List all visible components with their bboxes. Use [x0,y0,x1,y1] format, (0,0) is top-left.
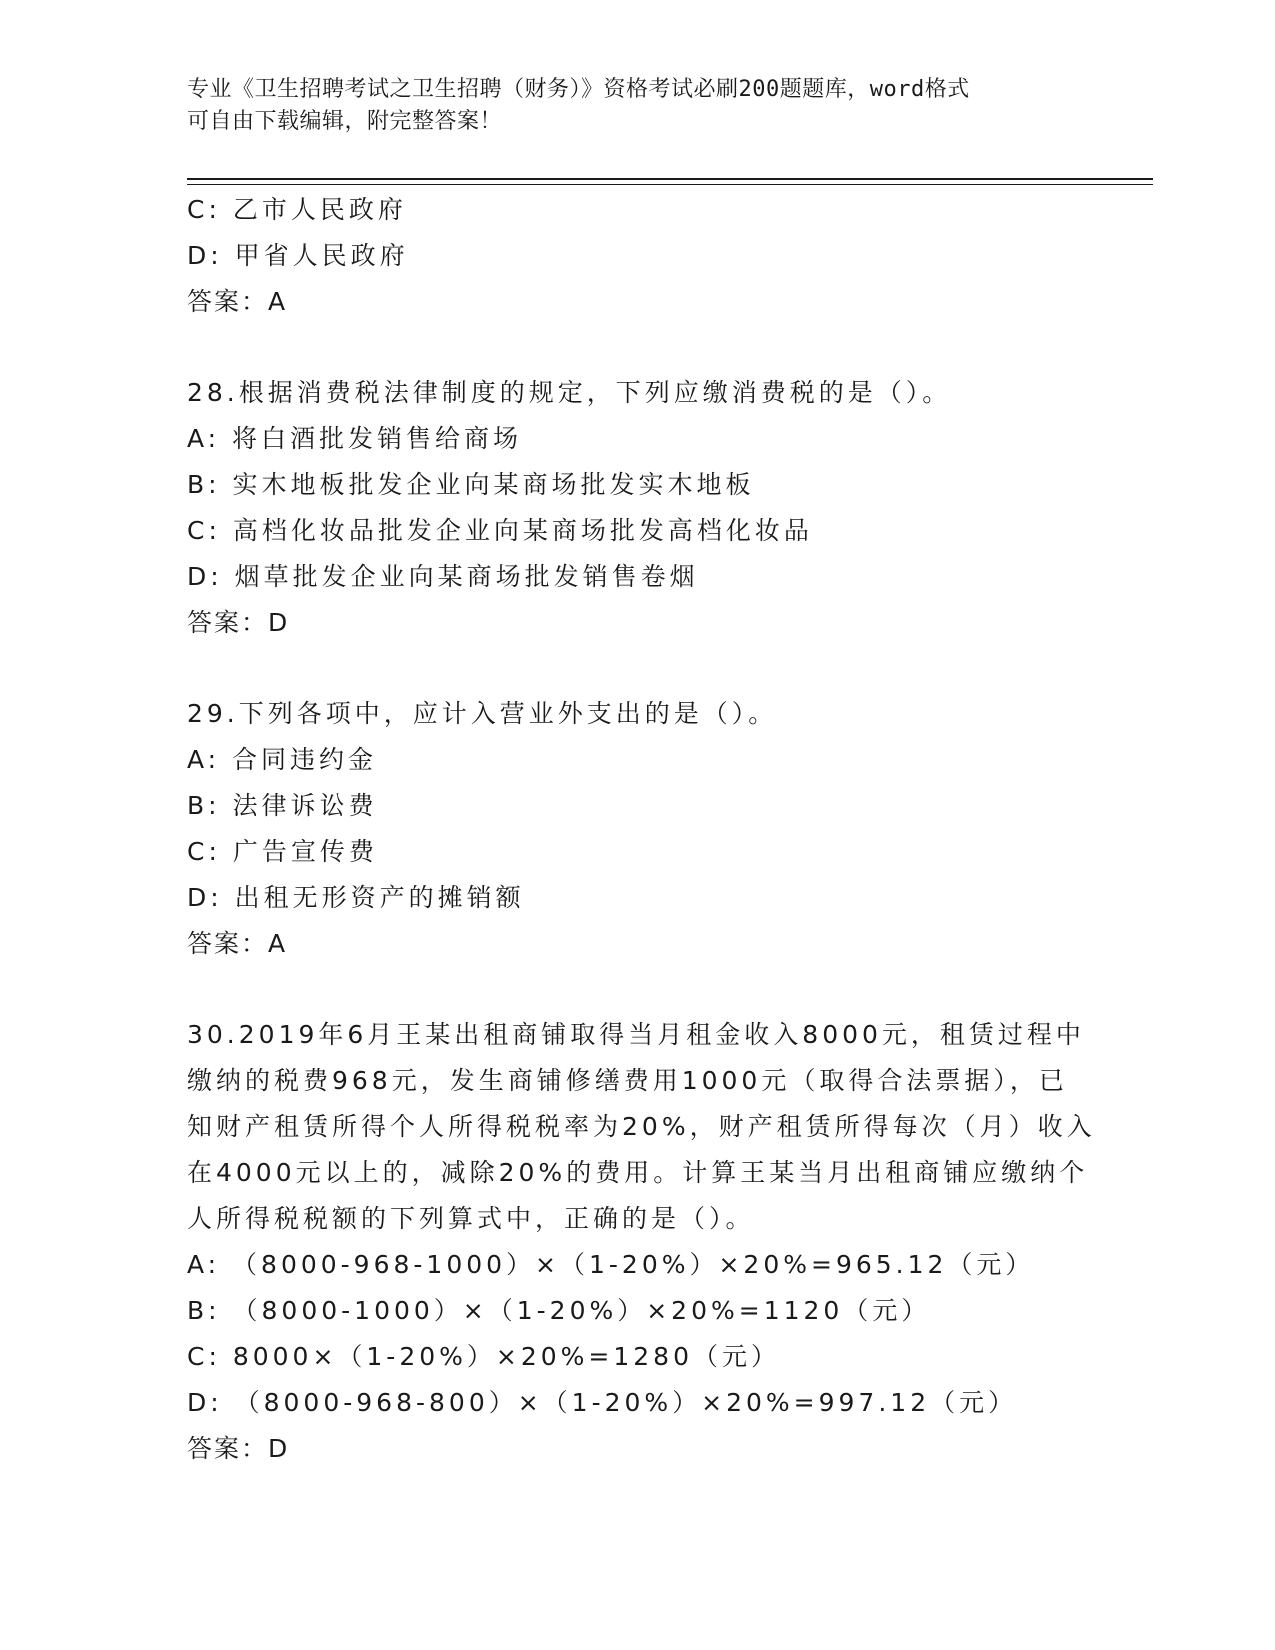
option-d: D: 出租无形资产的摊销额 [187,883,525,912]
option-b: B: 法律诉讼费 [187,791,378,820]
option-b: B: 实木地板批发企业向某商场批发实木地板 [187,470,755,499]
spacer [187,967,1087,1012]
answer-line: 答案：A [187,287,288,316]
question-stem-line-3: 知财产租赁所得个人所得税税率为20%，财产租赁所得每次（月）收入 [187,1112,1096,1141]
spacer [187,325,1087,370]
question-stem-line-4: 在4000元以上的，减除20%的费用。计算王某当月出租商铺应缴纳个 [187,1158,1089,1187]
header-line-2: 可自由下载编辑，附完整答案！ [187,109,503,134]
option-d: D: 甲省人民政府 [187,241,409,270]
document-body [187,187,1096,1472]
header-line-1: 专业《卫生招聘考试之卫生招聘（财务）》资格考试必刷200题题库，word格式 [187,77,970,102]
answer-line: 答案：D [187,1434,290,1463]
question-29 [187,691,1087,967]
question-stem-line-5: 人所得税税额的下列算式中，正确的是（）。 [187,1204,755,1233]
document-header [187,74,1087,138]
question-28 [187,370,1087,646]
option-c: C: 乙市人民政府 [187,195,407,224]
question-stem: 28.根据消费税法律制度的规定，下列应缴消费税的是（）。 [187,378,952,407]
header-divider-thin [187,184,1153,185]
question-30 [187,1012,1096,1472]
option-c: C: 广告宣传费 [187,837,378,866]
question-stem-line-2: 缴纳的税费968元，发生商铺修缮费用1000元（取得合法票据），已 [187,1066,1068,1095]
answer-line: 答案：D [187,608,290,637]
option-d: D: （8000-968-800）×（1-20%）×20%=997.12（元） [187,1388,1018,1417]
option-a: A: 将白酒批发销售给商场 [187,424,523,453]
spacer [187,646,1087,691]
answer-line: 答案：A [187,929,288,958]
question-stem: 29.下列各项中，应计入营业外支出的是（）。 [187,699,778,728]
option-a: A: （8000-968-1000）×（1-20%）×20%=965.12（元） [187,1250,1035,1279]
option-c: C: 高档化妆品批发企业向某商场批发高档化妆品 [187,516,813,545]
option-b: B: （8000-1000）×（1-20%）×20%=1120（元） [187,1296,931,1325]
option-c: C: 8000×（1-20%）×20%=1280（元） [187,1342,780,1371]
question-27-continuation [187,187,1087,325]
option-a: A: 合同违约金 [187,745,378,774]
question-stem-line-1: 30.2019年6月王某出租商铺取得当月租金收入8000元，租赁过程中 [187,1020,1085,1049]
option-d: D: 烟草批发企业向某商场批发销售卷烟 [187,562,699,591]
header-divider-thick [187,178,1153,180]
